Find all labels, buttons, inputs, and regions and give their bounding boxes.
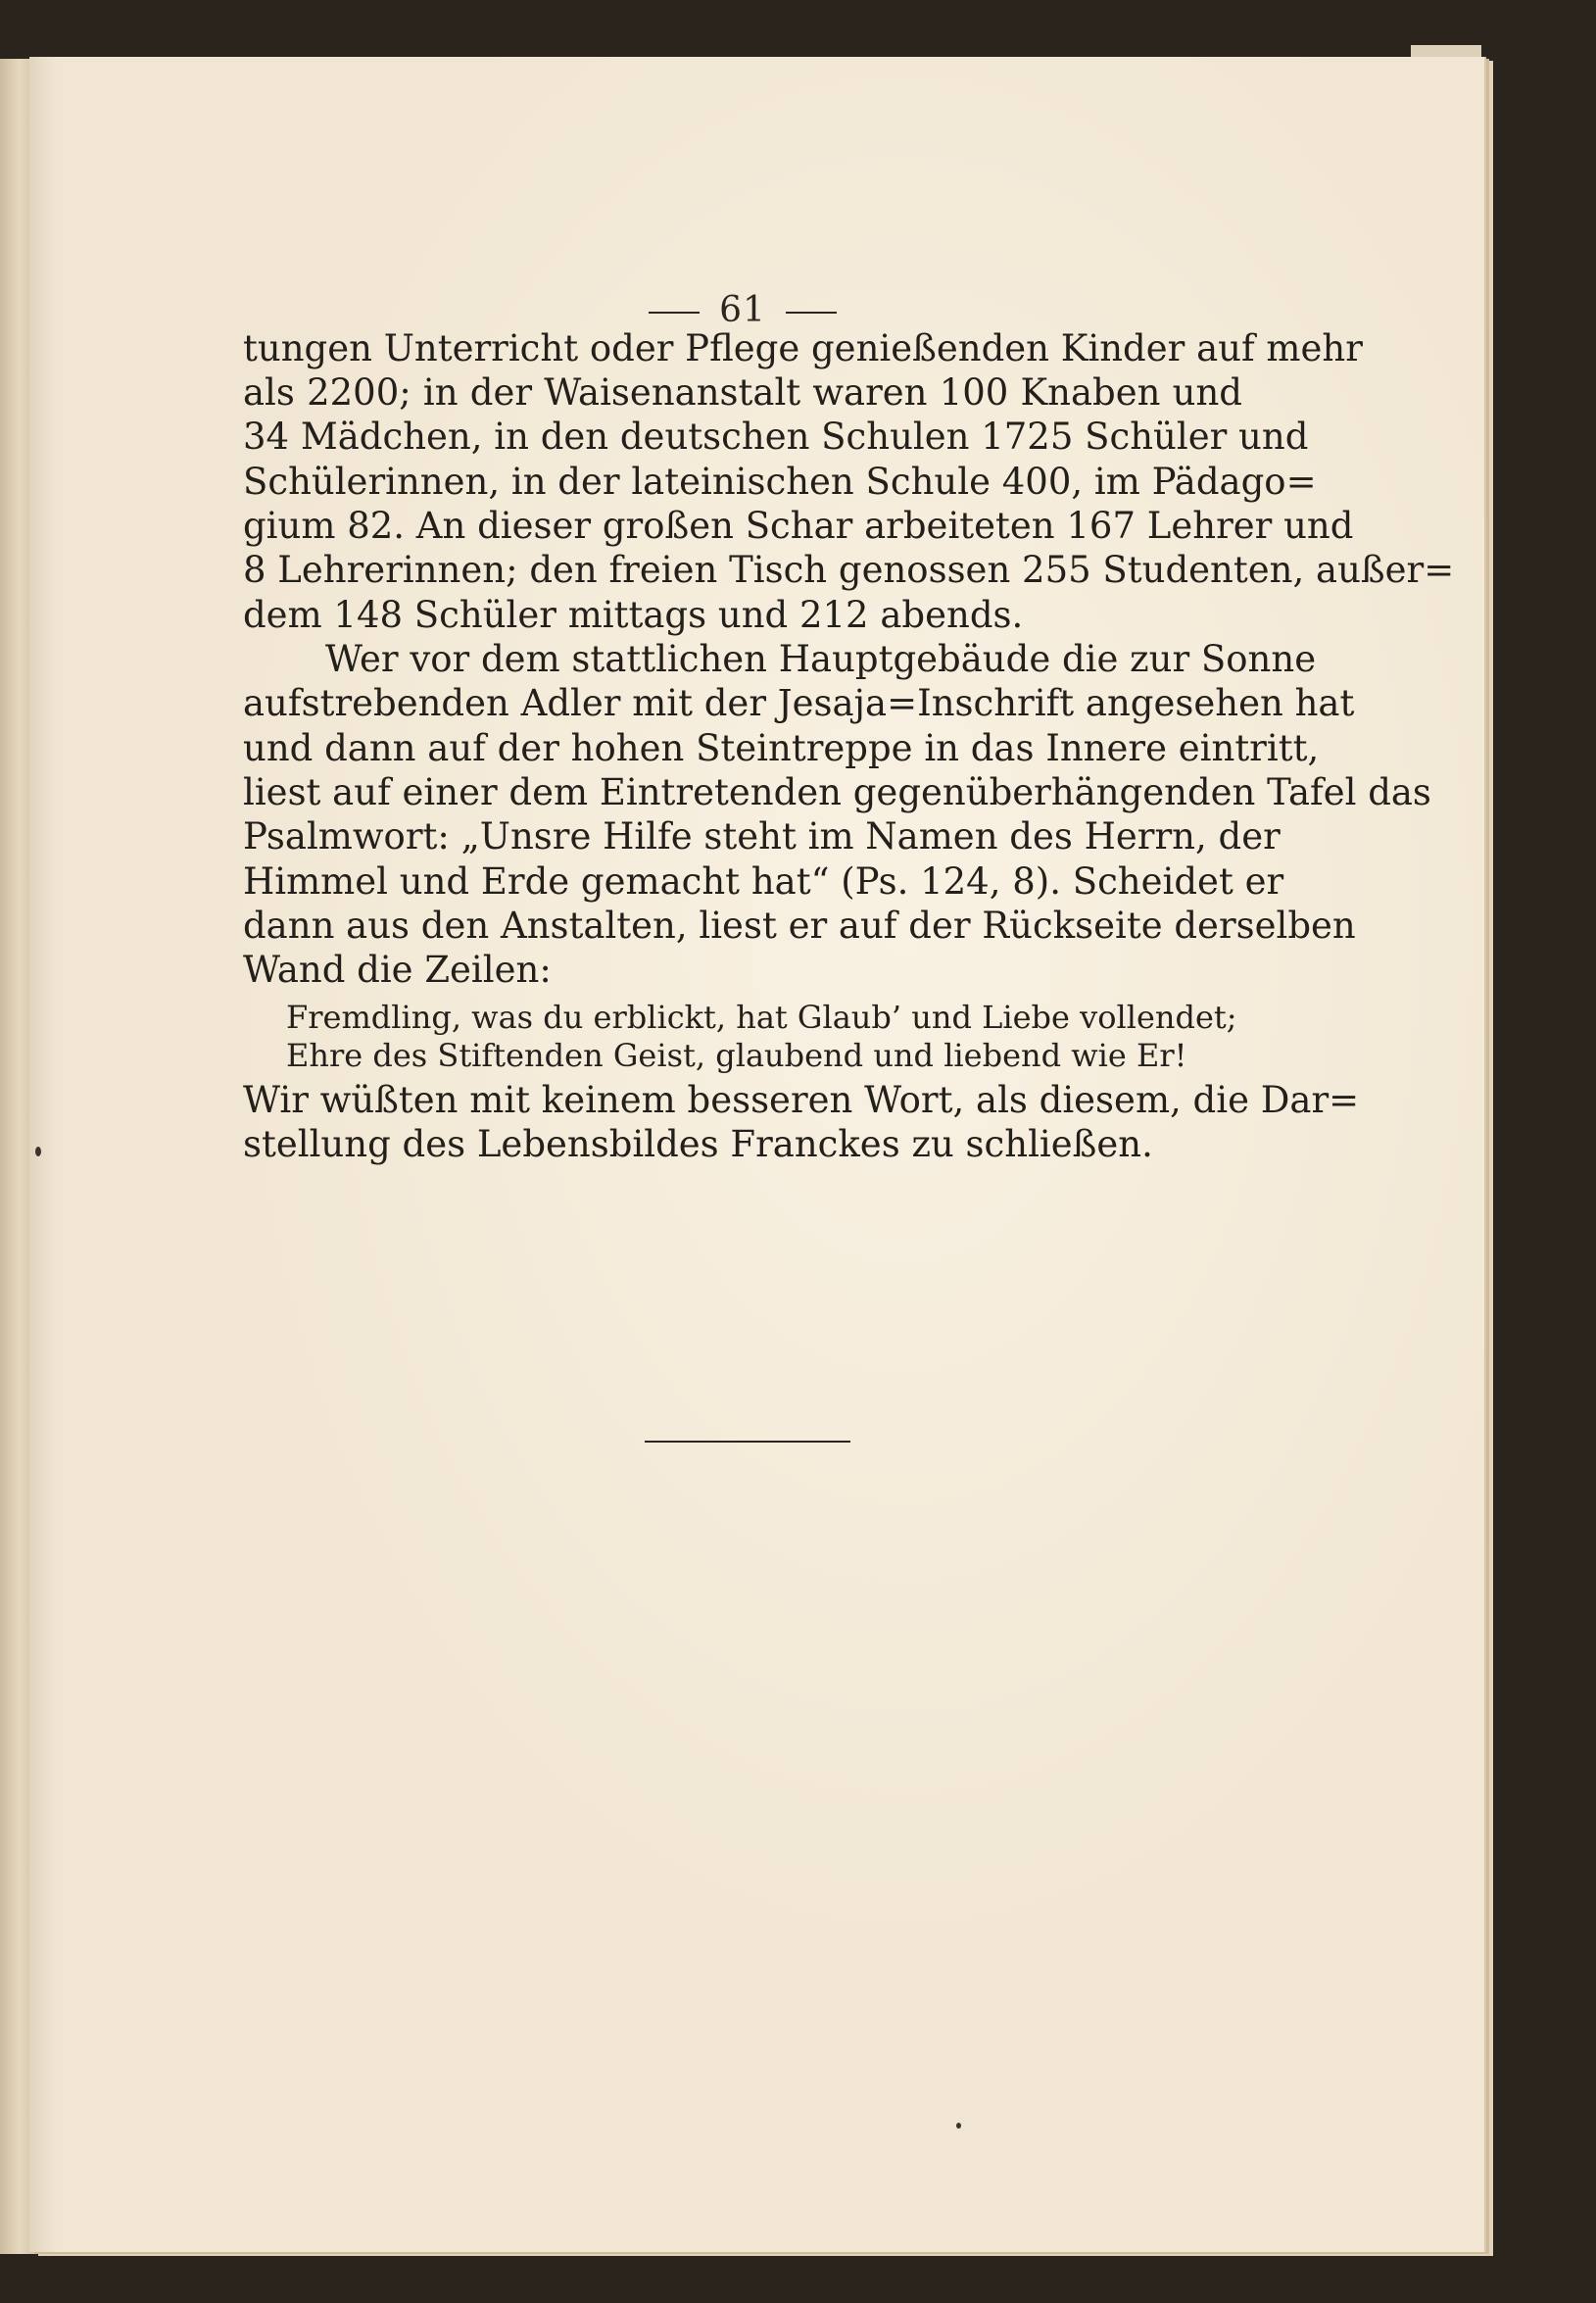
paragraph-start-line: Wer vor dem stattlichen Hauptgebäude die zur Sonne <box>325 638 1317 680</box>
text-line: als 2200; in der Waisenanstalt waren 100 Knaben und <box>243 371 1242 414</box>
closing-line: Wir wüßten mit keinem besseren Wort, als diesem, die Dar= <box>243 1079 1360 1121</box>
text-line: aufstrebenden Adler mit der Jesaja=Inschrift angesehen hat <box>243 682 1355 724</box>
text-line: 8 Lehrerinnen; den freien Tisch genossen 255 Studenten, außer= <box>243 549 1455 591</box>
page-number-header <box>243 290 1242 330</box>
paper-speck <box>35 1147 41 1156</box>
text-line-paragraph-end: Wand die Zeilen: <box>243 949 552 991</box>
text-line: Himmel und Erde gemacht hat“ (Ps. 124, 8). Scheidet er <box>243 860 1284 903</box>
text-line: Schülerinnen, in der lateinischen Schule 400, im Pädago= <box>243 461 1317 503</box>
text-line: gium 82. An dieser großen Schar arbeiteten 167 Lehrer und <box>243 505 1354 547</box>
paper-speck <box>956 2123 961 2129</box>
book-page <box>29 57 1484 2252</box>
text-line: und dann auf der hohen Steintreppe in das Innere eintritt, <box>243 727 1320 769</box>
text-line-paragraph-end: dem 148 Schüler mittags und 212 abends. <box>243 594 1024 636</box>
text-line: 34 Mädchen, in den deutschen Schulen 1725 Schüler und <box>243 416 1309 458</box>
text-line: liest auf einer dem Eintretenden gegenüberhängenden Tafel das <box>243 771 1431 813</box>
end-rule <box>645 1441 850 1443</box>
verse-line: Fremdling, was du erblickt, hat Glaub’ und Liebe vollendet; <box>286 999 1237 1036</box>
left-dash <box>649 312 700 314</box>
right-dash <box>786 312 837 314</box>
text-line: tungen Unterricht oder Pflege genießenden Kinder auf mehr <box>243 327 1363 369</box>
text-line: dann aus den Anstalten, liest er auf der Rückseite derselben <box>243 905 1356 947</box>
closing-line-end: stellung des Lebensbildes Franckes zu schließen. <box>243 1123 1153 1165</box>
verse-line: Ehre des Stiftenden Geist, glaubend und liebend wie Er! <box>286 1037 1187 1074</box>
text-line: Psalmwort: „Unsre Hilfe steht im Namen des Herrn, der <box>243 815 1281 858</box>
page-number: 61 <box>719 290 766 330</box>
